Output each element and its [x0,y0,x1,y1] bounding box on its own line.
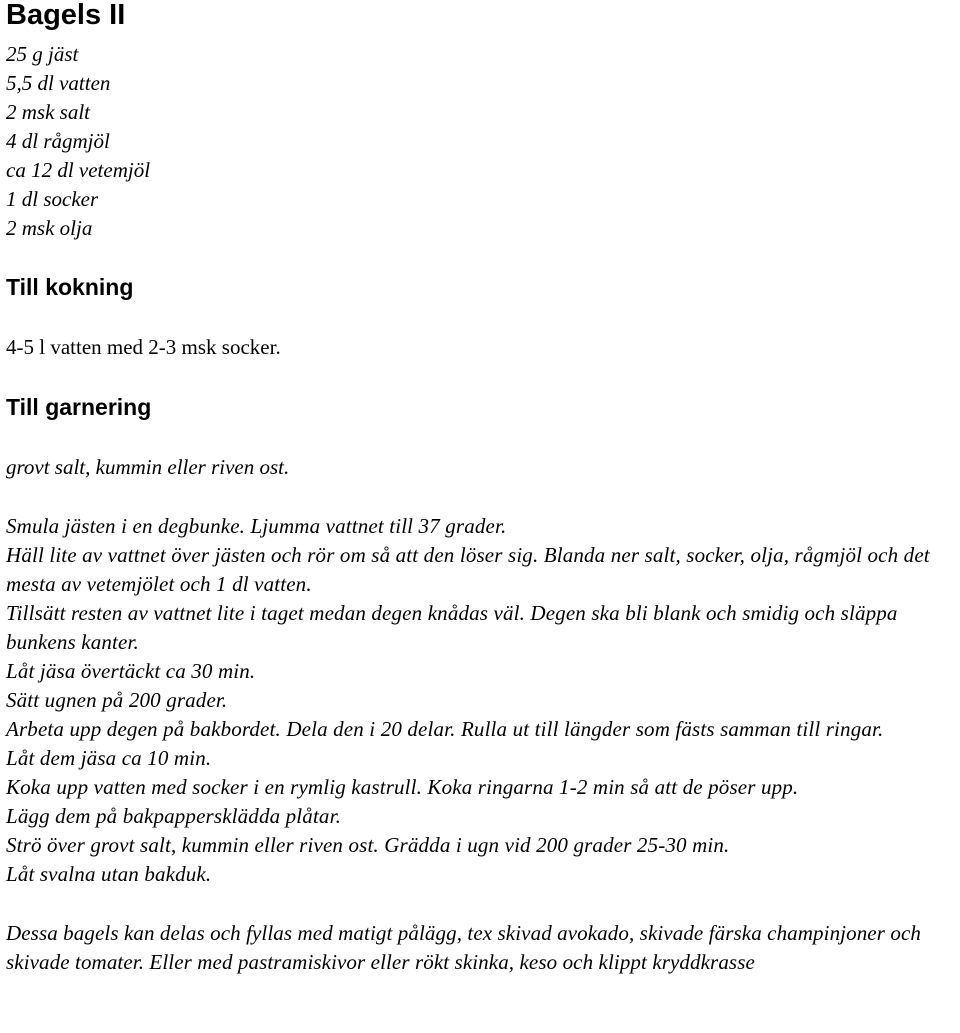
ingredient-item: 4 dl rågmjöl [6,129,110,153]
instruction-step: Sätt ugnen på 200 grader. [6,688,228,712]
ingredient-item: 5,5 dl vatten [6,71,111,95]
instruction-step: Lägg dem på bakpappersklädda plåtar. [6,804,341,828]
ingredient-list [6,40,956,243]
ingredient-item: 1 dl socker [6,187,99,211]
recipe-title: Bagels II [6,0,126,31]
recipe-page [6,0,956,977]
instruction-step: Strö över grovt salt, kummin eller riven ost. Grädda i ugn vid 200 grader 25-30 min. [6,833,730,857]
instruction-step: Koka upp vatten med socker i en rymlig kastrull. Koka ringarna 1-2 min så att de pöser upp. [6,775,799,799]
garnish-heading: Till garnering [6,394,152,420]
ingredient-item: 25 g jäst [6,42,79,66]
instruction-step: Häll lite av vattnet över jästen och rör om så att den löser sig. Blanda ner salt, socker, olja, rågmjöl och det mesta av vetemjölet och 1 dl vatten. [6,543,930,596]
ingredient-item: 2 msk olja [6,216,93,240]
instruction-step: Tillsätt resten av vattnet lite i taget medan degen knådas väl. Degen ska bli blank och smidig och släppa bunkens kanter. [6,601,898,654]
ingredient-item: 2 msk salt [6,100,90,124]
boiling-heading: Till kokning [6,274,134,300]
ingredient-item: ca 12 dl vetemjöl [6,158,151,182]
instruction-step: Arbeta upp degen på bakbordet. Dela den i 20 delar. Rulla ut till längder som fästs samman till ringar. [6,717,884,741]
garnish-text: grovt salt, kummin eller riven ost. [6,455,290,479]
instruction-step: Smula jästen i en degbunke. Ljumma vattnet till 37 grader. [6,514,507,538]
instruction-step: Låt jäsa övertäckt ca 30 min. [6,659,256,683]
serving-note: Dessa bagels kan delas och fyllas med matigt pålägg, tex skivad avokado, skivade färska champinjoner och skivade tomater. Eller med pastramiskivor eller rökt skinka, keso och klippt kryddkrasse [6,921,921,974]
instruction-list [6,512,956,889]
instruction-step: Låt svalna utan bakduk. [6,862,212,886]
instruction-step: Låt dem jäsa ca 10 min. [6,746,212,770]
boiling-text: 4-5 l vatten med 2-3 msk socker. [6,335,281,359]
